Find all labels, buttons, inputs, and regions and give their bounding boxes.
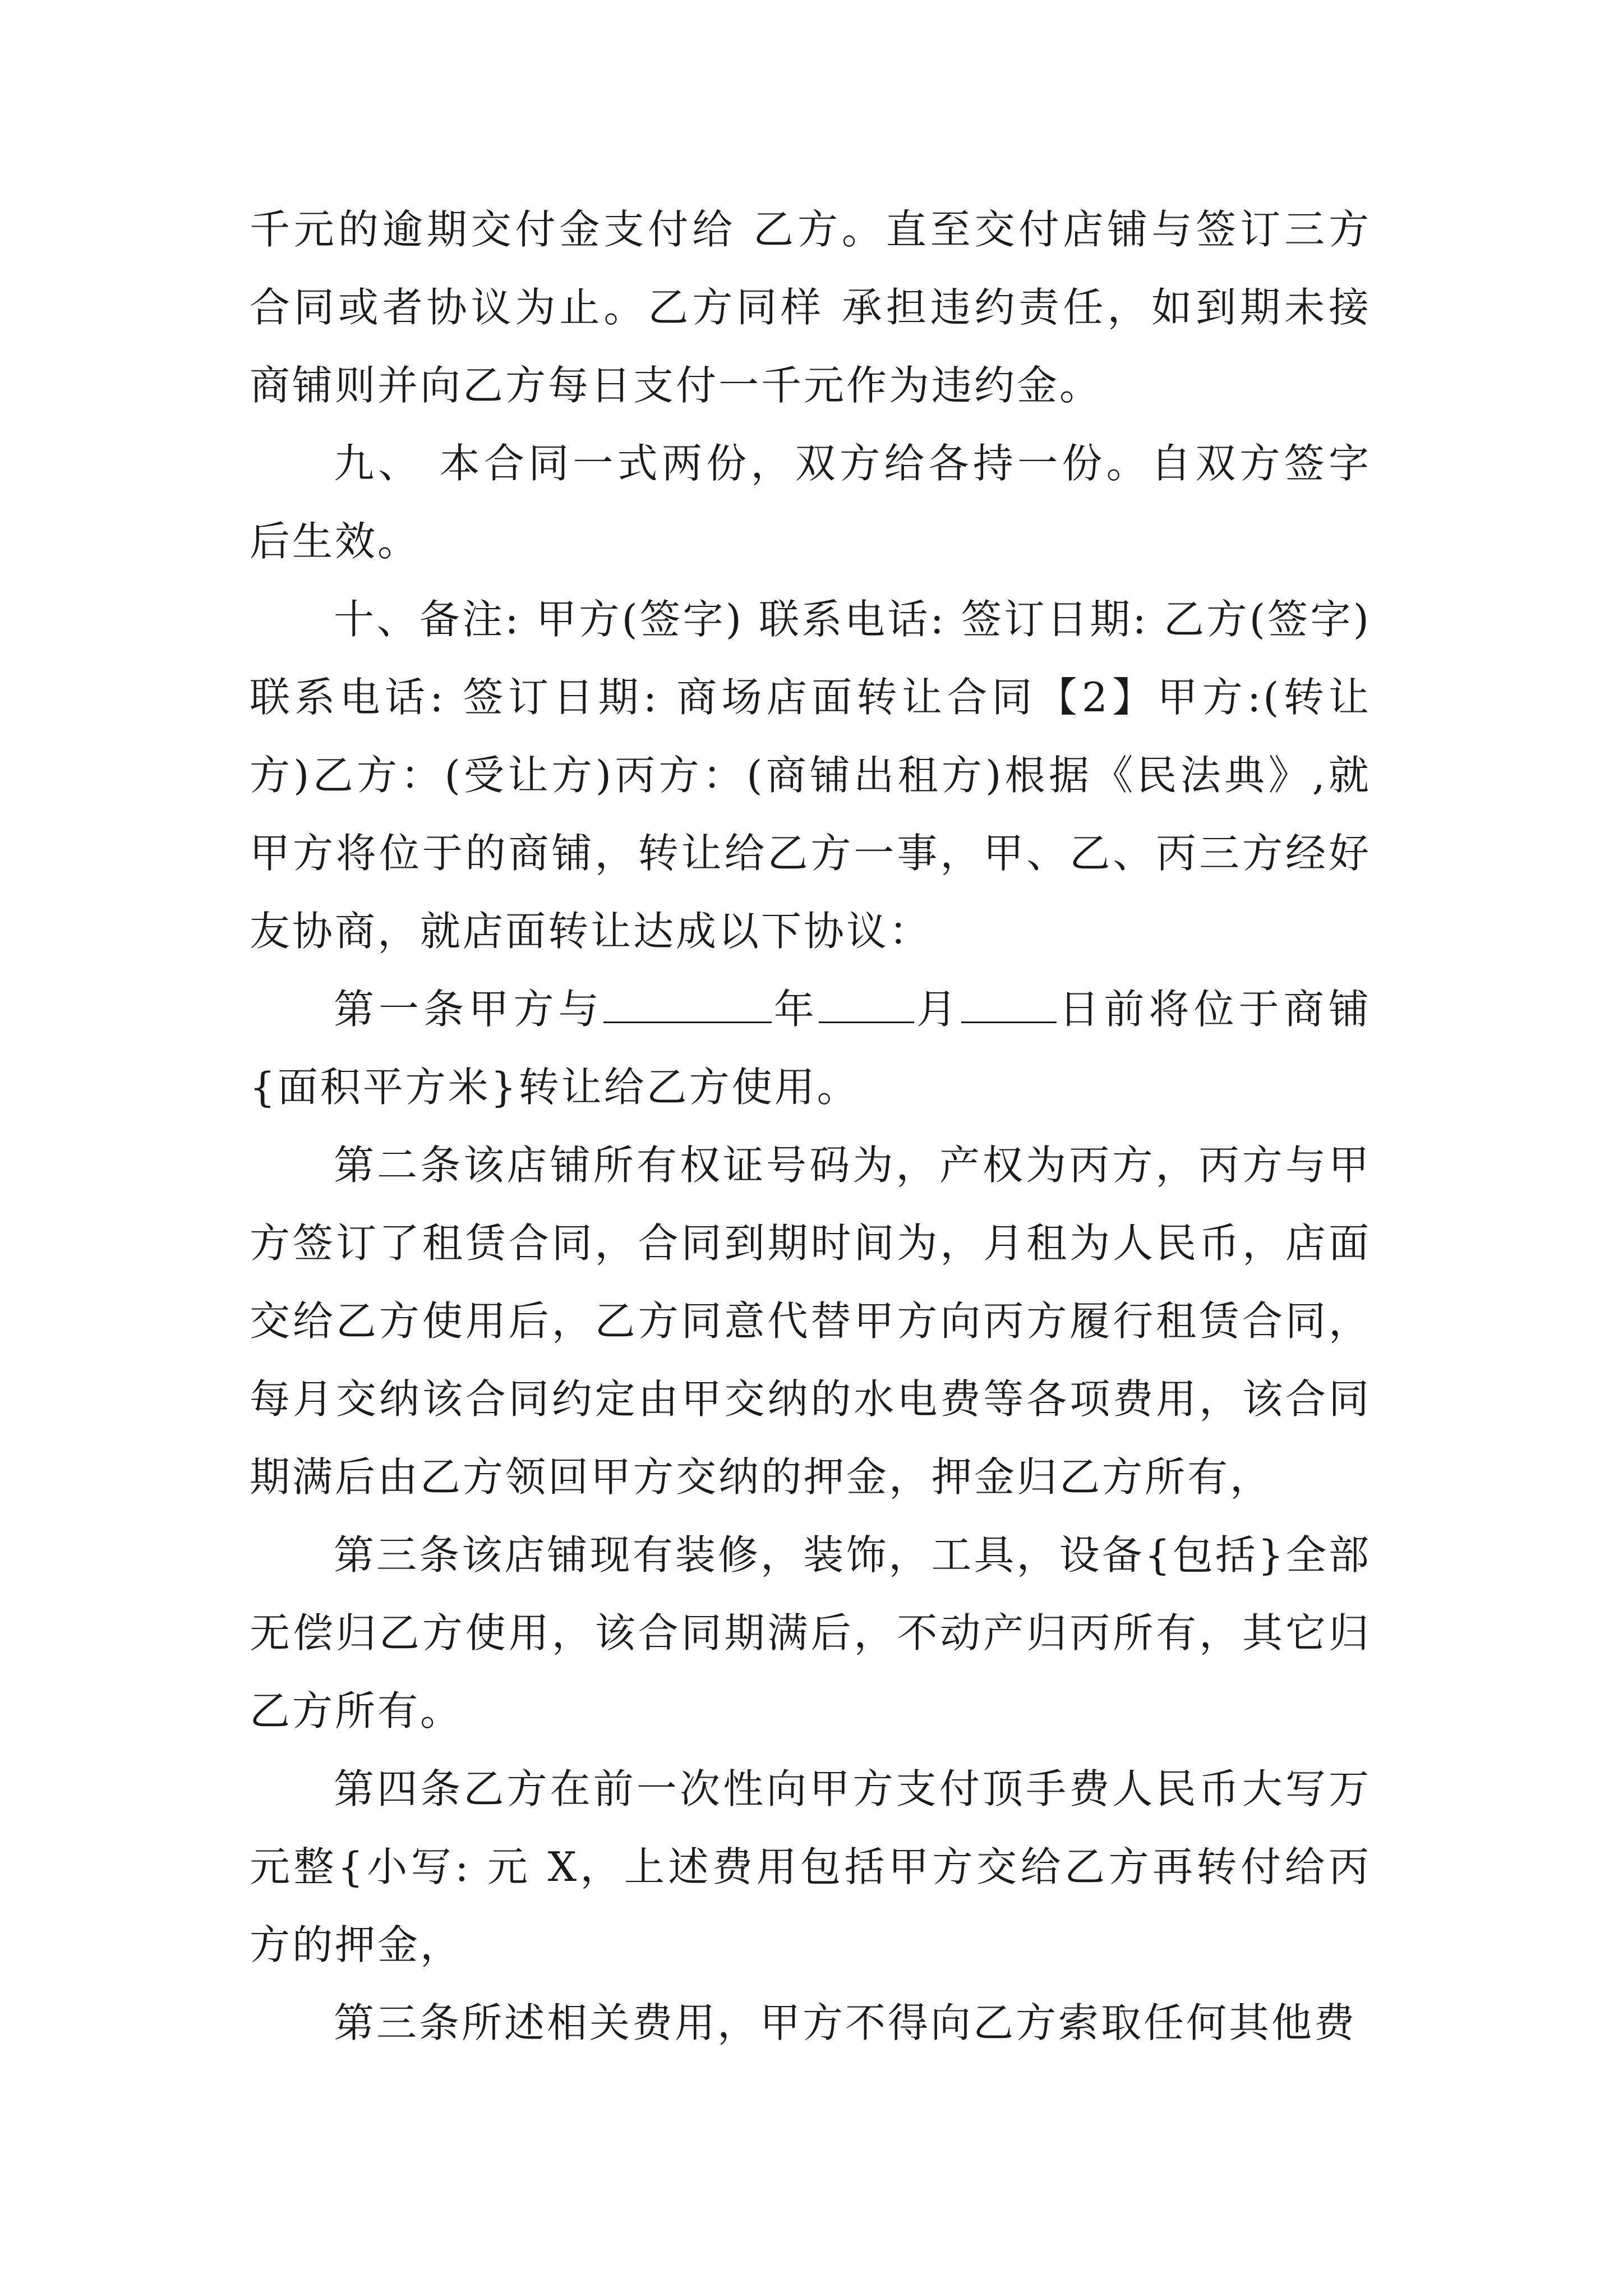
- article-one-month-label: 月: [914, 986, 962, 1033]
- paragraph-article-two: 第二条该店铺所有权证号码为，产权为丙方，丙方与甲方签订了租赁合同，合同到期时间为，月租为人民币，店面交给乙方使用后，乙方同意代替甲方向丙方履行租赁合同，每月交纳该合同约定由甲交纳的水电费等各项费用，该合同期满后由乙方领回甲方交纳的押金，押金归乙方所有，: [250, 1142, 1371, 1501]
- article-one-text-end: 日前将位于商铺{面积平方米}转让给乙方使用。: [250, 986, 1371, 1111]
- paragraph-late-payment: 千元的逾期交付金支付给 乙方。直至交付店铺与签订三方合同或者协议为止。乙方同样 承担违约责任，如到期未接商铺则并向乙方每日支付一千元作为违约金。: [250, 206, 1371, 409]
- document-body: [250, 191, 1371, 2062]
- paragraph-article-one: [250, 970, 1371, 1126]
- year-blank: [603, 982, 772, 1023]
- article-one-text-start: 第一条甲方与: [334, 986, 603, 1033]
- paragraph-clause-nine: 九、 本合同一式两份，双方给各持一份。自双方签字后生效。: [250, 440, 1371, 565]
- paragraph-article-three-fees: 第三条所述相关费用，甲方不得向乙方索取任何其他费: [334, 1999, 1357, 2046]
- paragraph-article-four: 第四条乙方在前一次性向甲方支付顶手费人民币大写万元整{小写: 元 X，上述费用包括甲方交给乙方再转付给丙方的押金，: [250, 1765, 1371, 1968]
- paragraph-clause-ten-remarks: 十、备注: 甲方(签字) 联系电话: 签订日期: 乙方(签字) 联系电话: 签订日期: 商场店面转让合同【2】甲方:(转让方)乙方：(受让方)丙方：(商铺出租方)根据《民法典》,就甲方将位于的商铺，转让给乙方一事，甲、乙、丙三方经好友协商，就店面转让达成以下协议：: [250, 596, 1371, 955]
- paragraph-article-three: 第三条该店铺现有装修，装饰，工具，设备{包括}全部无偿归乙方使用，该合同期满后，不动产归丙所有，其它归乙方所有。: [250, 1531, 1371, 1734]
- article-one-year-label: 年: [771, 986, 819, 1033]
- month-blank: [819, 982, 914, 1023]
- day-blank: [961, 982, 1057, 1023]
